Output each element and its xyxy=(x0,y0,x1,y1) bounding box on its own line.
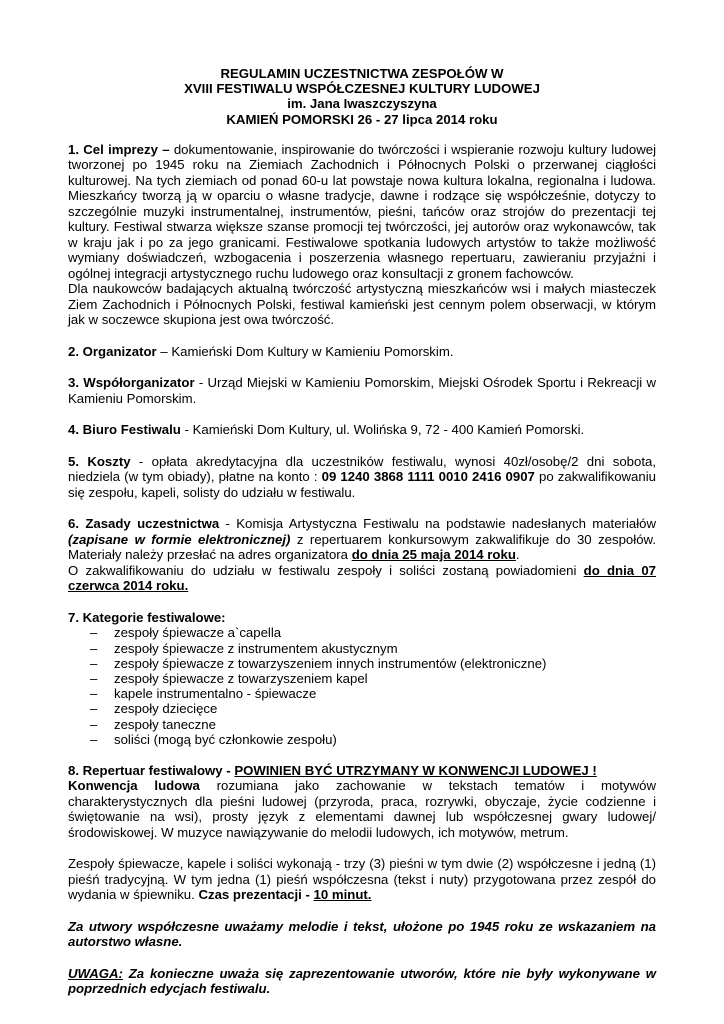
section-7-heading: 7. Kategorie festiwalowe: xyxy=(68,609,226,625)
section-1-heading: 1. Cel imprezy – xyxy=(68,141,170,157)
note-warning-label: UWAGA: xyxy=(68,965,123,981)
section-5-text-a: - opłata akredytacyjna dla uczestników festiwalu, wynosi 40zł/osobę/2 dni sobota, niedziela (w tym obiady), płatne na konto : xyxy=(68,453,656,485)
dash-bullet: – xyxy=(90,670,98,686)
section-4 xyxy=(68,422,656,438)
category-list xyxy=(68,625,656,747)
section-6-text-a: - Komisja Artystyczna Festiwalu na podstawie nadesłanych materiałów xyxy=(219,516,657,532)
konwencja-heading: Konwencja ludowa xyxy=(68,778,200,794)
dash-bullet: – xyxy=(90,701,98,717)
document-page xyxy=(68,66,656,997)
document-title xyxy=(68,66,656,127)
section-6-emphasis: (zapisane w formie elektronicznej) xyxy=(68,531,291,547)
dash-bullet: – xyxy=(90,655,98,671)
section-6-text-b: z repertuarem konkursowym zakwalifikuje do 30 zespołów. Materiały należy przesłać na adres organizatora xyxy=(68,531,656,563)
section-6-heading: 6. Zasady uczestnictwa xyxy=(68,516,220,532)
list-item: – soliści (mogą być członkowie zespołu) xyxy=(90,731,337,747)
section-1 xyxy=(68,142,656,328)
dash-bullet: – xyxy=(90,625,98,641)
title-line-4: KAMIEŃ POMORSKI 26 - 27 lipca 2014 roku xyxy=(226,111,498,127)
title-line-1: REGULAMIN UCZESTNICTWA ZESPOŁÓW W xyxy=(220,66,504,81)
list-item: – zespoły śpiewacze a`capella xyxy=(90,625,282,641)
list-item: – zespoły śpiewacze z towarzyszeniem innych instrumentów (elektroniczne) xyxy=(90,655,547,671)
deadline-notification: do dnia 07 czerwca 2014 roku. xyxy=(68,562,657,594)
list-item: – zespoły śpiewacze z instrumentem akustycznym xyxy=(90,640,398,656)
time-value: 10 minut. xyxy=(313,887,372,903)
dash-bullet: – xyxy=(90,640,98,656)
note-contemporary: Za utwory współczesne uważamy melodie i tekst, ułożone po 1945 roku ze wskazaniem na autorstwo własne. xyxy=(68,918,656,950)
dash-bullet: – xyxy=(90,686,98,702)
section-3-text: - Urząd Miejski w Kamieniu Pomorskim, Miejski Ośrodek Sportu i Rekreacji w Kamieniu Pomorskim. xyxy=(68,375,656,406)
section-8-heading-underlined: POWINIEN BYĆ UTRZYMANY W KONWENCJI LUDOWEJ ! xyxy=(234,762,597,778)
section-4-heading: 4. Biuro Festiwalu xyxy=(68,422,181,438)
dash-bullet: – xyxy=(90,716,98,732)
section-4-text: - Kamieński Dom Kultury, ul. Wolińska 9, 72 - 400 Kamień Pomorski. xyxy=(180,422,585,438)
section-1-text: dokumentowanie, inspirowanie do twórczości i wspieranie rozwoju kultury ludowej tworzonej po 1945 roku na Ziemiach Zachodnich i Północnych Polski o przerwanej ciągłości kulturowej. Na tych ziemiach od ponad 60-u lat powstaje nowa kultura lokalna, regionalna i ludowa. Mieszkańcy tworzą ją w oparciu o własne tradycje, dawne i rodzące się współcześnie, dotyczy to szczególnie muzyki instrumentalnej, instrumentów, pieśni, tańców oraz strojów do prezentacji tej kultury. Festiwal stwarza większe szanse promocji tej twórczości, jej autorów oraz wykonawców, tak w kraju jak i po za jego granicami. Festiwalowe spotkania ludowych artystów to także możliwość wymiany doświadczeń, wzbogacenia i poszerzenia własnego repertuaru, zawieraniu przyjaźni i ogólnej integracji artystycznego ruchu ludowego oraz konsultacji z gronem fachowców. xyxy=(68,141,657,281)
section-6-text-d: O zakwalifikowaniu do udziału w festiwalu zespoły i soliści zostaną powiadomieni xyxy=(68,562,584,578)
section-7 xyxy=(68,610,656,747)
list-item: – kapele instrumentalno - śpiewacze xyxy=(90,686,317,702)
list-item: – zespoły taneczne xyxy=(90,716,216,732)
section-2-text: – Kamieński Dom Kultury w Kamieniu Pomorskim. xyxy=(156,343,454,359)
section-2 xyxy=(68,344,656,360)
deadline-materials: do dnia 25 maja 2014 roku xyxy=(351,547,516,563)
section-3 xyxy=(68,375,656,406)
section-8-heading: 8. Repertuar festiwalowy - xyxy=(68,762,235,778)
section-5-text-b: po zakwalifikowaniu się zespołu, kapeli, solisty do udziału w festiwalu. xyxy=(68,469,656,500)
section-6 xyxy=(68,516,656,594)
title-line-2: XVIII FESTIWALU WSPÓŁCZESNEJ KULTURY LUDOWEJ xyxy=(184,81,540,97)
section-8 xyxy=(68,763,656,997)
bank-account-number: 09 1240 3868 1111 0010 2416 0907 xyxy=(321,469,535,485)
section-5 xyxy=(68,454,656,501)
konwencja-text: rozumiana jako zachowanie w tekstach tematów i motywów charakterystycznych dla pieśni ludowej (przyroda, praca, rozrywki, obyczaje, życie codzienne i świętowanie na wsi), prosty język z elementami dawnej lub współczesnej gwary ludowej/ środowiskowej. W muzyce nawiązywanie do melodii ludowych, ich motywów, metrum. xyxy=(68,778,656,840)
title-line-3: im. Jana Iwaszczyszyna xyxy=(287,96,437,112)
section-1-paragraph xyxy=(68,142,656,282)
time-label: Czas prezentacji - xyxy=(198,887,314,903)
list-item: – zespoły dziecięce xyxy=(90,701,218,717)
repertoire-text: Zespoły śpiewacze, kapele i soliści wykonają - trzy (3) pieśni w tym dwie (2) współczesne i jedną (1) pieśń tradycyjną. W tym jedna (1) pieśń współczesna (tekst i nuty) przygotowana przez zespół do wydania w śpiewniku. xyxy=(68,856,656,903)
list-item: – zespoły śpiewacze z towarzyszeniem kapel xyxy=(90,670,368,686)
section-5-heading: 5. Koszty xyxy=(68,453,131,469)
section-2-heading: 2. Organizator xyxy=(68,343,157,359)
dash-bullet: – xyxy=(90,731,98,747)
section-1-paragraph-2: Dla naukowców badających aktualną twórczość artystyczną mieszkańców wsi i małych miasteczek Ziem Zachodnich i Północnych Polski, festiwal kamieński jest cennym polem obserwacji, w którym jak w soczewce skupiona jest owa twórczość. xyxy=(68,281,656,328)
note-warning-text: Za konieczne uważa się zaprezentowanie utworów, które nie były wykonywane w poprzednich edycjach festiwalu. xyxy=(68,965,656,997)
section-6-text-c: . xyxy=(515,547,520,563)
section-3-heading: 3. Współorganizator xyxy=(68,375,195,391)
